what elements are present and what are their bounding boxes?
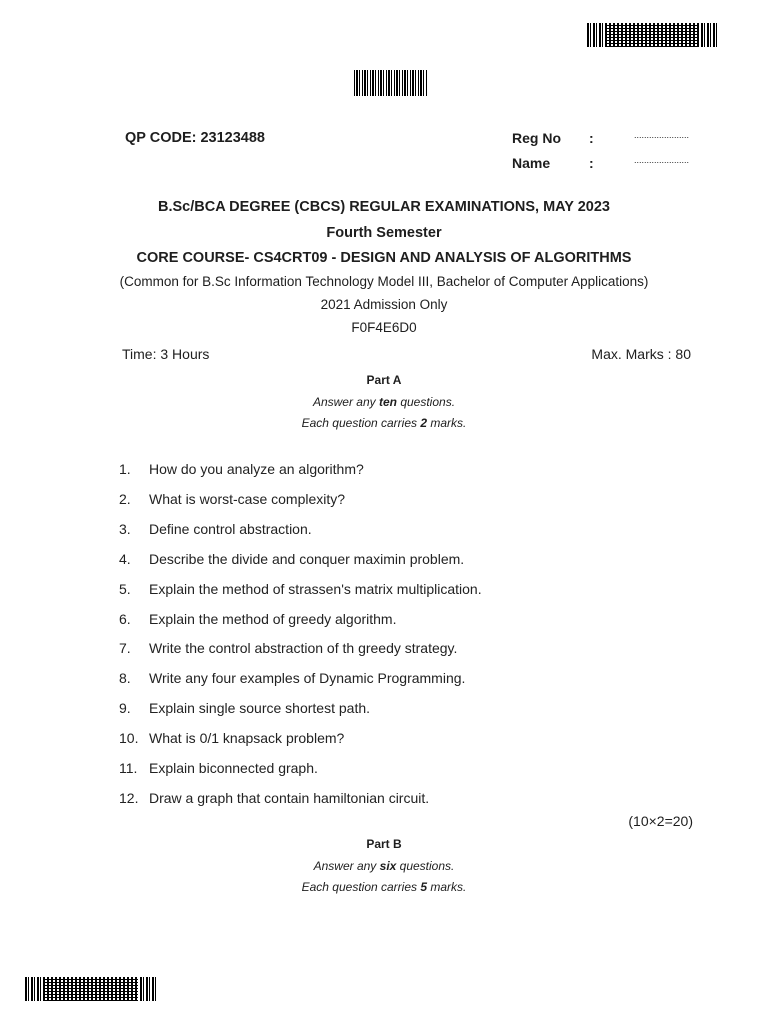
part-a-heading: Part A	[366, 373, 402, 387]
reg-no-colon: :	[589, 130, 594, 146]
part-b-instruction-2	[0, 880, 768, 894]
question-number: 4.	[119, 551, 131, 567]
top-right-barcode	[587, 23, 717, 47]
question-item	[119, 521, 312, 537]
question-number: 8.	[119, 670, 131, 686]
time: Time: 3 Hours	[122, 346, 210, 362]
question-item	[119, 790, 429, 806]
bottom-left-barcode	[25, 977, 156, 1001]
question-item	[119, 760, 318, 776]
admission: 2021 Admission Only	[320, 297, 448, 312]
instr-text: Each question carries	[301, 880, 421, 894]
question-number: 2.	[119, 491, 131, 507]
question-number: 10.	[119, 730, 139, 746]
question-item	[119, 581, 482, 597]
question-text: Describe the divide and conquer maximin problem.	[149, 551, 465, 567]
paper-code: F0F4E6D0	[351, 320, 417, 335]
question-item	[119, 611, 396, 627]
question-number: 11.	[119, 760, 138, 776]
qp-code: QP CODE: 23123488	[125, 130, 265, 146]
question-text: Write the control abstraction of th greedy strategy.	[149, 640, 458, 656]
question-text: Explain the method of greedy algorithm.	[149, 611, 397, 627]
question-number: 12.	[119, 790, 139, 806]
instr-bold: 5	[420, 880, 428, 894]
question-item	[119, 640, 457, 656]
question-text: Explain biconnected graph.	[149, 760, 318, 776]
instr-text: Each question carries	[301, 416, 421, 430]
semester: Fourth Semester	[326, 225, 442, 241]
reg-no-label: Reg No	[512, 130, 561, 146]
instr-text: marks.	[427, 880, 467, 894]
instr-bold: 2	[420, 416, 428, 430]
part-b-heading: Part B	[366, 837, 402, 851]
question-item	[119, 461, 364, 477]
name-label: Name	[512, 155, 551, 171]
question-text: What is 0/1 knapsack problem?	[149, 730, 345, 746]
exam-title: B.Sc/BCA DEGREE (CBCS) REGULAR EXAMINATIONS, MAY 2023	[158, 199, 610, 215]
question-text: Define control abstraction.	[149, 521, 312, 537]
question-number: 6.	[119, 611, 131, 627]
question-item	[119, 670, 465, 686]
center-barcode	[354, 70, 428, 96]
instr-bold: ten	[378, 395, 397, 409]
max-marks: Max. Marks : 80	[591, 346, 691, 362]
question-number: 3.	[119, 521, 131, 537]
question-text: Explain single source shortest path.	[149, 700, 371, 716]
question-number: 5.	[119, 581, 131, 597]
question-text: How do you analyze an algorithm?	[149, 461, 364, 477]
question-number: 1.	[119, 461, 131, 477]
question-text: Draw a graph that contain hamiltonian circuit.	[149, 790, 430, 806]
part-a-marks-total: (10×2=20)	[628, 813, 693, 829]
name-colon: :	[589, 155, 594, 171]
course-title: CORE COURSE- CS4CRT09 - DESIGN AND ANALYSIS OF ALGORITHMS	[136, 250, 632, 266]
question-item	[119, 551, 464, 567]
question-number: 7.	[119, 640, 131, 656]
question-text: What is worst-case complexity?	[149, 491, 346, 507]
question-item	[119, 491, 345, 507]
part-a-instruction-1	[0, 395, 768, 409]
question-text: Write any four examples of Dynamic Programming.	[149, 670, 466, 686]
instr-text: questions.	[396, 395, 456, 409]
name-field[interactable]: ......................	[634, 155, 690, 165]
reg-no-field[interactable]: ......................	[634, 130, 690, 140]
instr-text: Answer any	[312, 395, 379, 409]
instr-bold: six	[379, 859, 397, 873]
instr-text: Answer any	[313, 859, 380, 873]
part-b-instruction-1	[0, 859, 768, 873]
common-for: (Common for B.Sc Information Technology Model III, Bachelor of Computer Applications)	[119, 274, 649, 289]
question-item	[119, 730, 344, 746]
question-item	[119, 700, 370, 716]
question-number: 9.	[119, 700, 131, 716]
part-a-instruction-2	[0, 416, 768, 430]
question-text: Explain the method of strassen's matrix multiplication.	[149, 581, 482, 597]
instr-text: marks.	[427, 416, 467, 430]
instr-text: questions.	[396, 859, 455, 873]
